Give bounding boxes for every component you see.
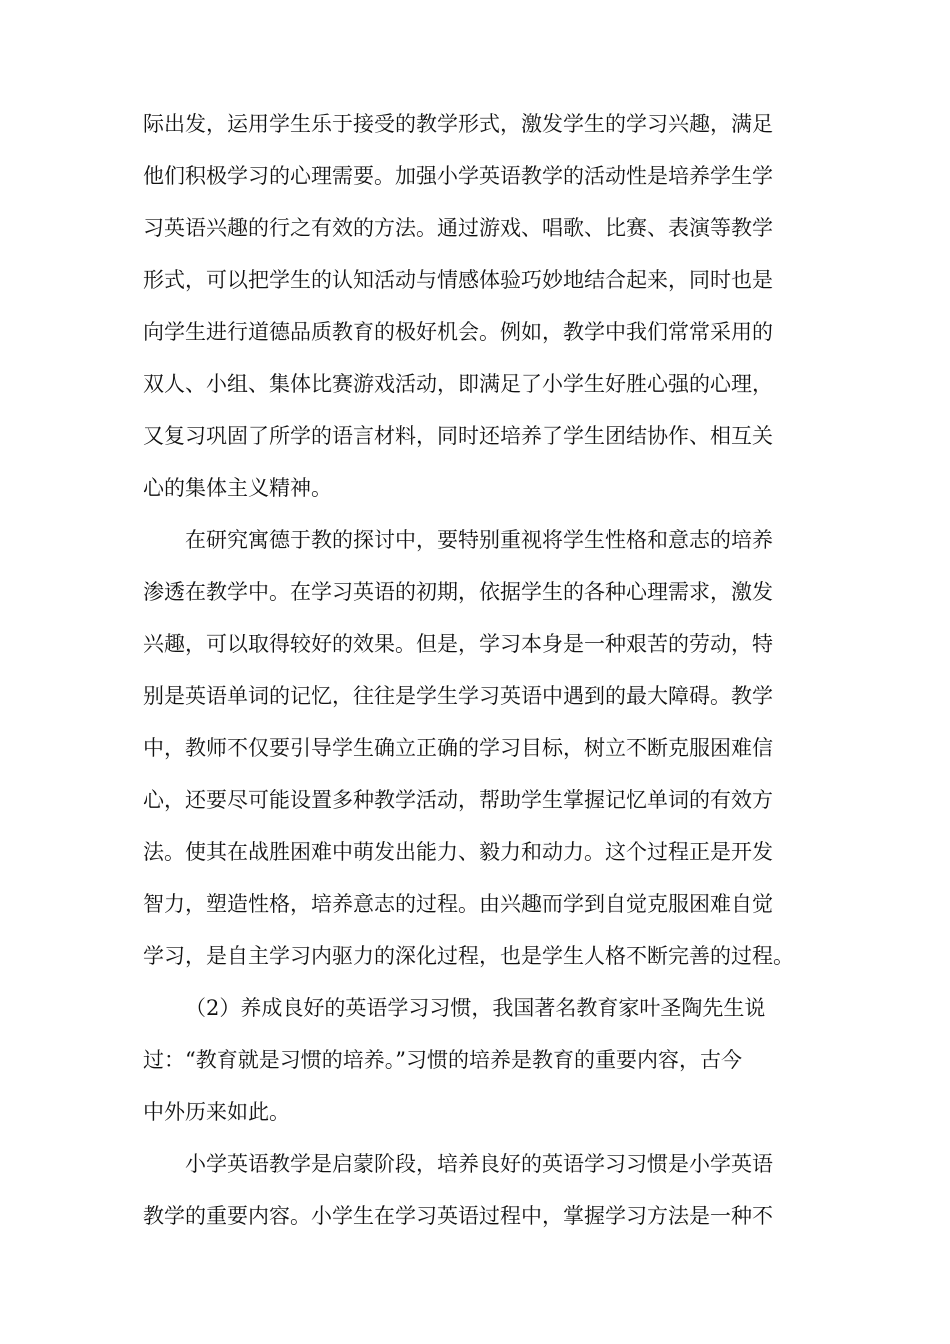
text-line: 兴趣，可以取得较好的效果。但是，学习本身是一种艰苦的劳动，特 xyxy=(143,632,773,656)
text-line: 学习，是自主学习内驱力的深化过程，也是学生人格不断完善的过程。 xyxy=(143,944,794,968)
text-line: 法。使其在战胜困难中萌发出能力、毅力和动力。这个过程正是开发 xyxy=(143,840,773,864)
text-line: 又复习巩固了所学的语言材料，同时还培养了学生团结协作、相互关 xyxy=(143,424,773,448)
text-line: 他们积极学习的心理需要。加强小学英语教学的活动性是培养学生学 xyxy=(143,164,773,188)
text-line: 智力，塑造性格，培养意志的过程。由兴趣而学到自觉克服困难自觉 xyxy=(143,892,773,916)
text-line: 际出发，运用学生乐于接受的教学形式，激发学生的学习兴趣，满足 xyxy=(143,112,773,136)
text-line: 习英语兴趣的行之有效的方法。通过游戏、唱歌、比赛、表演等教学 xyxy=(143,216,773,240)
text-line: 别是英语单词的记忆，往往是学生学习英语中遇到的最大障碍。教学 xyxy=(143,684,773,708)
text-line: 渗透在教学中。在学习英语的初期，依据学生的各种心理需求，激发 xyxy=(143,580,773,604)
paragraph-start-line: 在研究寓德于教的探讨中，要特别重视将学生性格和意志的培养 xyxy=(185,528,773,552)
paragraph-start-line: （2）养成良好的英语学习习惯，我国著名教育家叶圣陶先生说 xyxy=(185,996,766,1020)
text-line: 中外历来如此。 xyxy=(143,1100,290,1124)
text-line: 心的集体主义精神。 xyxy=(143,476,332,500)
text-line: 双人、小组、集体比赛游戏活动，即满足了小学生好胜心强的心理， xyxy=(143,372,773,396)
text-line: 向学生进行道德品质教育的极好机会。例如，教学中我们常常采用的 xyxy=(143,320,773,344)
document-body xyxy=(143,98,823,1242)
text-line: 教学的重要内容。小学生在学习英语过程中，掌握学习方法是一种不 xyxy=(143,1204,773,1228)
text-line: 心，还要尽可能设置多种教学活动，帮助学生掌握记忆单词的有效方 xyxy=(143,788,773,812)
text-line: 过：“教育就是习惯的培养。”习惯的培养是教育的重要内容，古今 xyxy=(143,1048,742,1072)
paragraph-start-line: 小学英语教学是启蒙阶段，培养良好的英语学习习惯是小学英语 xyxy=(185,1152,773,1176)
text-line: 中，教师不仅要引导学生确立正确的学习目标，树立不断克服困难信 xyxy=(143,736,773,760)
text-line: 形式，可以把学生的认知活动与情感体验巧妙地结合起来，同时也是 xyxy=(143,268,773,292)
